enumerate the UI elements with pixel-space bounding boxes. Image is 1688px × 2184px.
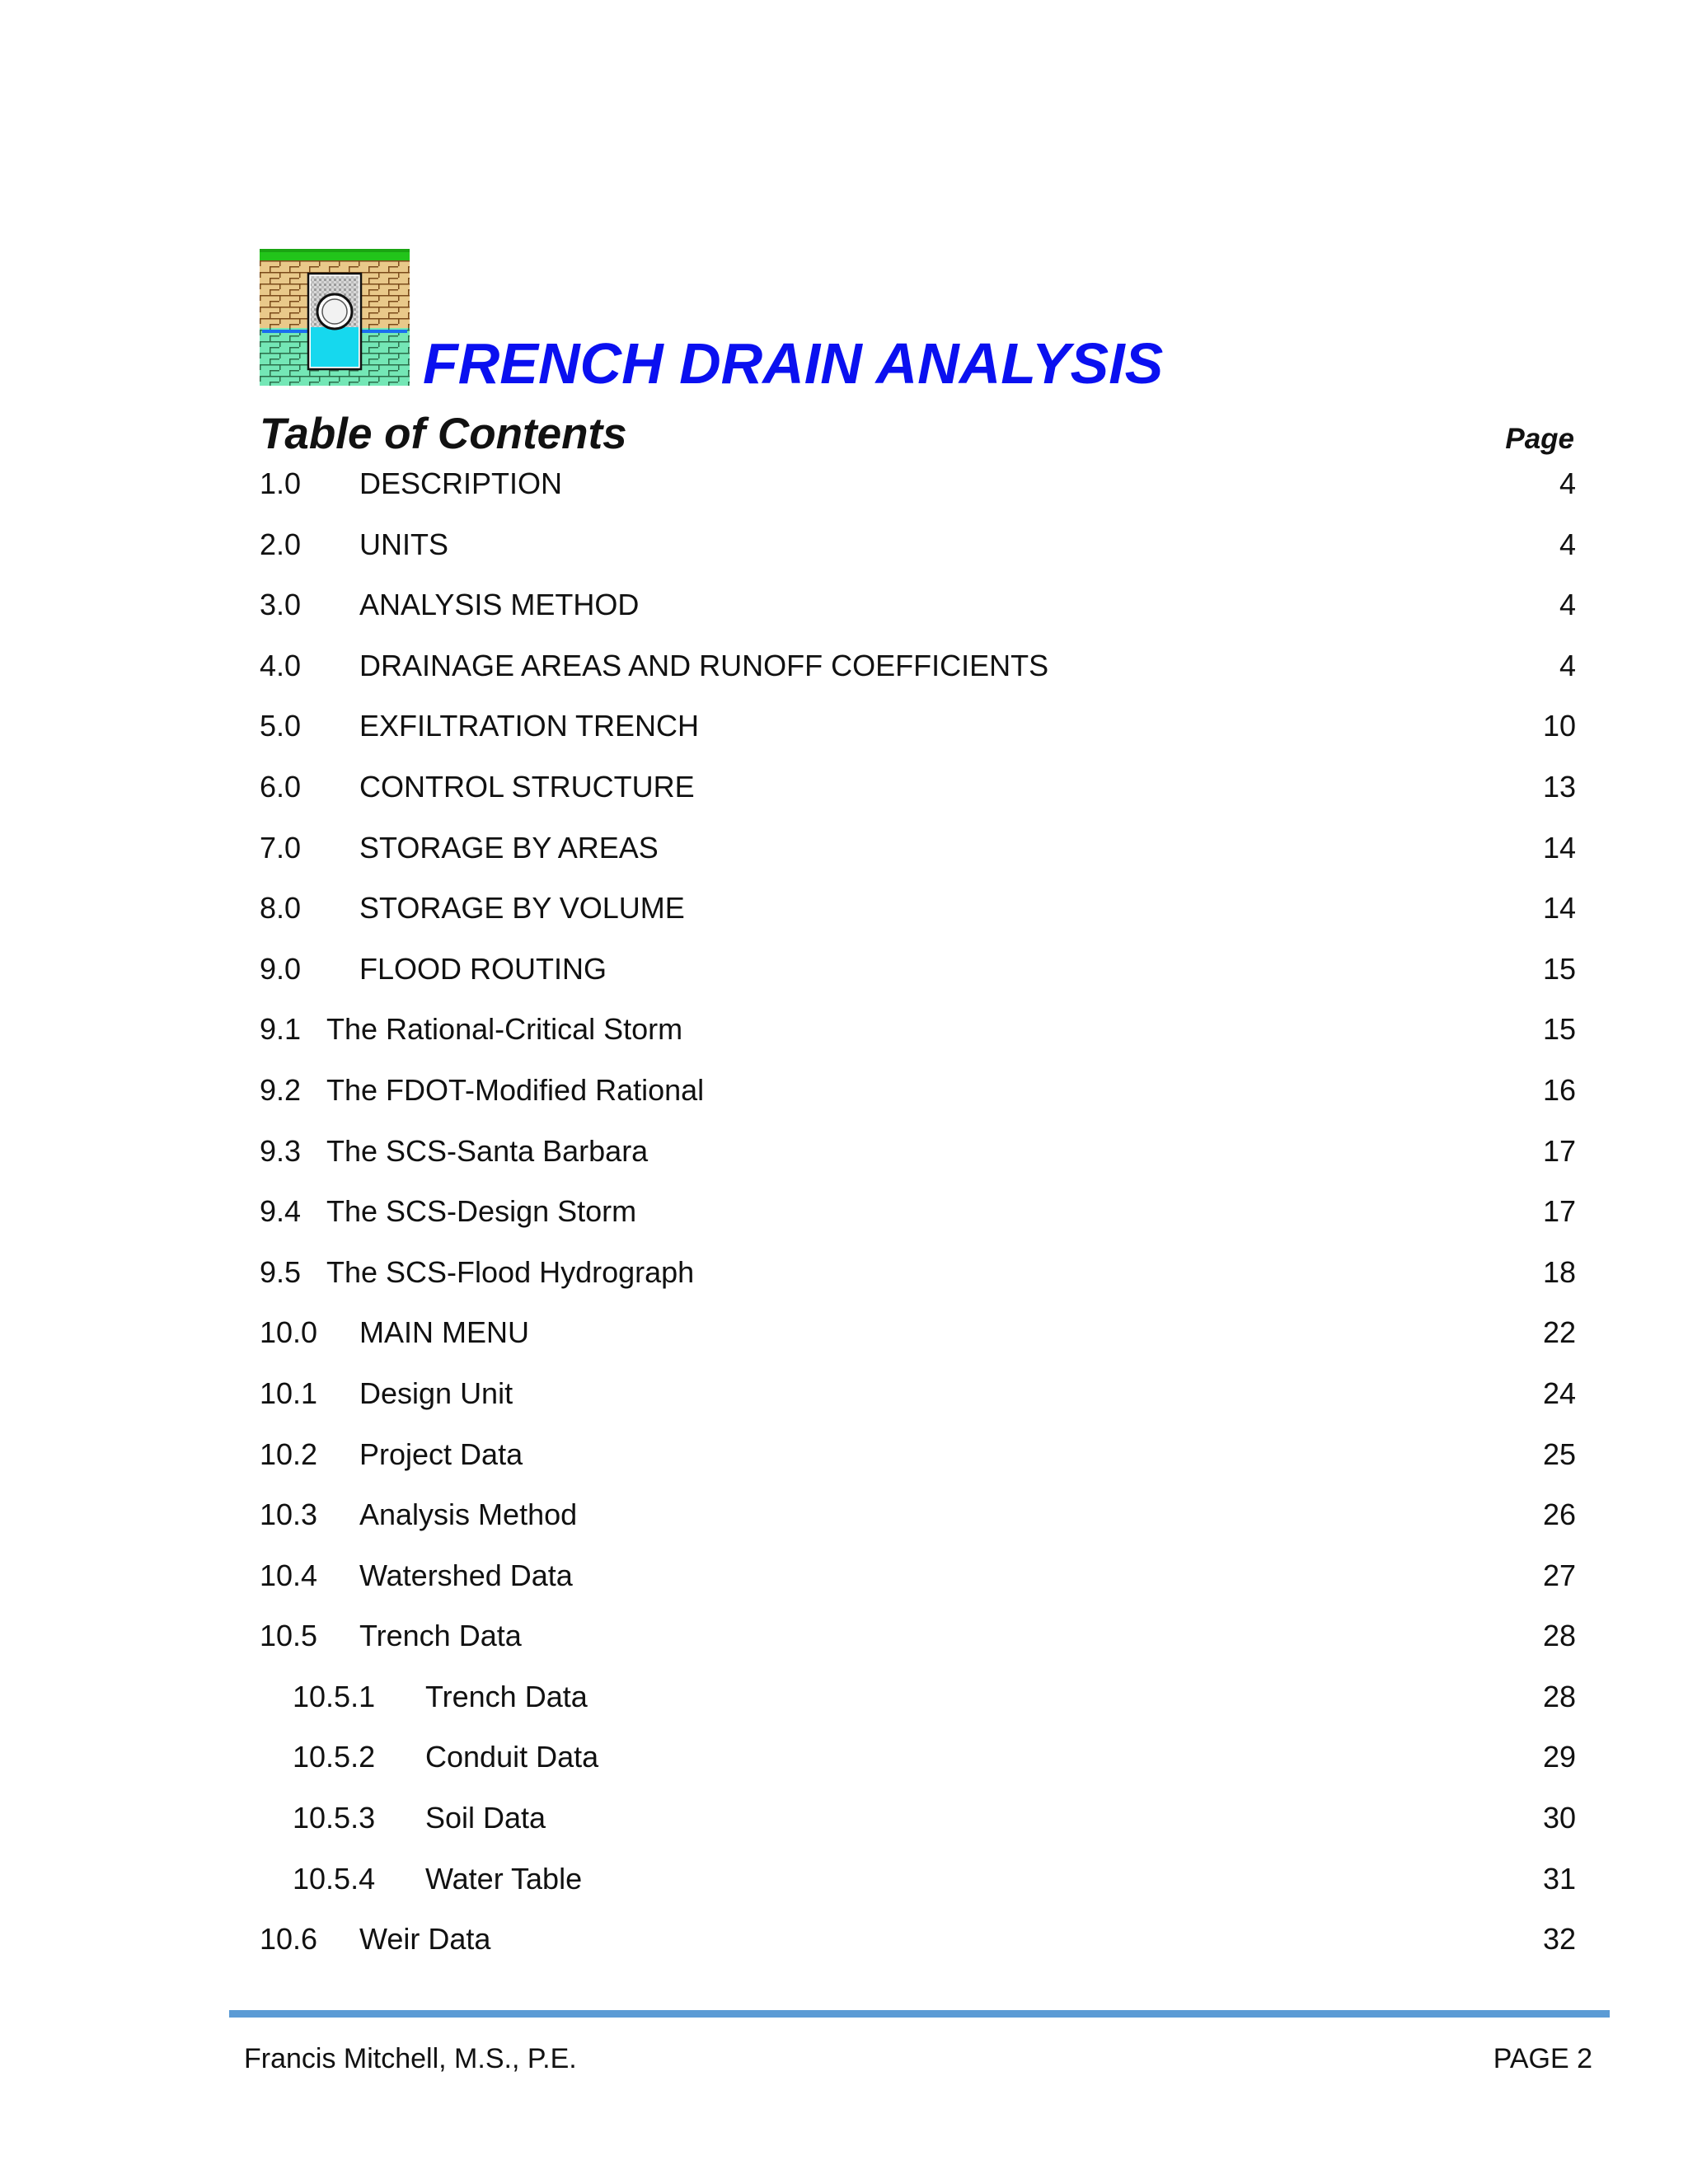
toc-entry-title: The FDOT-Modified Rational [326,1072,705,1107]
toc-entry-title: STORAGE BY AREAS [359,830,659,865]
toc-entry-title: MAIN MENU [359,1315,529,1350]
toc-entry-title: CONTROL STRUCTURE [359,769,695,804]
toc-entry-number: 10.5.4 [293,1861,376,1896]
toc-entry-page: 14 [1542,830,1576,865]
toc-entry-number: 2.0 [260,527,302,561]
footer-divider [229,2010,1610,2018]
toc-entry[interactable] [260,1617,1576,1678]
toc-entry[interactable] [260,647,1576,708]
toc-list [260,465,1576,1981]
toc-entry-page: 16 [1542,1072,1576,1107]
toc-entry-page: 14 [1542,891,1576,926]
toc-entry-page: 29 [1542,1740,1576,1774]
toc-entry-page: 24 [1542,1376,1576,1410]
toc-entry-number: 10.5.2 [293,1740,376,1774]
page-column-label: Page [1505,423,1574,455]
toc-entry-page: 32 [1542,1922,1576,1957]
toc-entry-page: 4 [1559,466,1576,500]
toc-entry-title: The SCS-Design Storm [326,1194,637,1229]
toc-entry-title: The SCS-Flood Hydrograph [326,1254,695,1289]
toc-entry-title: Analysis Method [359,1497,578,1532]
toc-entry-page: 28 [1542,1619,1576,1653]
toc-entry[interactable] [260,950,1576,1011]
toc-entry[interactable] [260,829,1576,890]
toc-entry-page: 15 [1542,951,1576,986]
toc-entry-number: 9.5 [260,1254,302,1289]
toc-entry[interactable] [260,1860,1576,1921]
toc-heading: Table of Contents [260,410,627,458]
toc-entry-page: 10 [1542,709,1576,743]
toc-entry[interactable] [260,1738,1576,1799]
toc-entry-page: 18 [1542,1254,1576,1289]
toc-entry[interactable] [260,1678,1576,1739]
toc-entry-title: Trench Data [425,1679,588,1713]
toc-entry-title: DESCRIPTION [359,466,563,500]
toc-entry[interactable] [260,889,1576,950]
toc-entry[interactable] [260,1314,1576,1375]
toc-entry-number: 10.3 [260,1497,318,1532]
toc-entry-page: 15 [1542,1012,1576,1047]
toc-entry-page: 17 [1542,1133,1576,1168]
toc-entry-number: 3.0 [260,588,302,622]
toc-entry-title: ANALYSIS METHOD [359,588,640,622]
toc-entry-number: 10.4 [260,1558,318,1592]
toc-entry-page: 28 [1542,1679,1576,1713]
toc-entry[interactable] [260,1799,1576,1860]
footer-page-number: PAGE 2 [1493,2043,1592,2074]
toc-entry-page: 22 [1542,1315,1576,1350]
toc-entry[interactable] [260,1010,1576,1071]
toc-entry-number: 9.4 [260,1194,302,1229]
toc-entry-title: STORAGE BY VOLUME [359,891,685,926]
toc-entry-page: 17 [1542,1194,1576,1229]
toc-entry-page: 26 [1542,1497,1576,1532]
toc-entry-title: Watershed Data [359,1558,573,1592]
toc-entry[interactable] [260,1557,1576,1618]
toc-entry-page: 30 [1542,1801,1576,1835]
toc-entry[interactable] [260,707,1576,768]
toc-entry-title: Water Table [425,1861,583,1896]
toc-entry[interactable] [260,1436,1576,1497]
toc-entry[interactable] [260,526,1576,587]
toc-entry-number: 7.0 [260,830,302,865]
toc-entry-title: Conduit Data [425,1740,599,1774]
toc-entry-number: 10.5 [260,1619,318,1653]
toc-entry[interactable] [260,1132,1576,1193]
toc-entry-title: DRAINAGE AREAS AND RUNOFF COEFFICIENTS [359,648,1049,682]
toc-entry[interactable] [260,586,1576,647]
toc-entry-title: UNITS [359,527,448,561]
toc-entry[interactable] [260,768,1576,829]
toc-entry-page: 31 [1542,1861,1576,1896]
toc-entry[interactable] [260,1375,1576,1436]
toc-entry-number: 1.0 [260,466,302,500]
toc-entry-number: 6.0 [260,769,302,804]
document-title: FRENCH DRAIN ANALYSIS [423,331,1164,396]
toc-entry[interactable] [260,1071,1576,1132]
toc-entry-page: 4 [1559,527,1576,561]
toc-entry-number: 8.0 [260,891,302,926]
toc-entry-number: 9.0 [260,951,302,986]
toc-entry-number: 5.0 [260,709,302,743]
toc-entry-page: 25 [1542,1436,1576,1471]
toc-entry-title: The SCS-Santa Barbara [326,1133,649,1168]
toc-entry-number: 9.1 [260,1012,302,1047]
toc-entry-page: 27 [1542,1558,1576,1592]
toc-entry-page: 4 [1559,588,1576,622]
toc-entry-number: 10.5.3 [293,1801,376,1835]
toc-entry-page: 13 [1542,769,1576,804]
toc-entry-title: Soil Data [425,1801,546,1835]
toc-entry-title: Design Unit [359,1376,513,1410]
toc-entry-title: Project Data [359,1436,523,1471]
toc-entry-number: 4.0 [260,648,302,682]
toc-entry-number: 10.0 [260,1315,318,1350]
toc-entry-number: 9.2 [260,1072,302,1107]
toc-entry[interactable] [260,465,1576,526]
toc-entry-number: 10.6 [260,1922,318,1957]
toc-entry[interactable] [260,1193,1576,1254]
toc-entry[interactable] [260,1254,1576,1315]
toc-entry-number: 9.3 [260,1133,302,1168]
toc-entry-title: The Rational-Critical Storm [326,1012,683,1047]
toc-entry[interactable] [260,1496,1576,1557]
toc-entry-number: 10.1 [260,1376,318,1410]
toc-entry-title: Trench Data [359,1619,522,1653]
toc-entry-title: FLOOD ROUTING [359,951,607,986]
toc-entry-title: EXFILTRATION TRENCH [359,709,700,743]
footer-author: Francis Mitchell, M.S., P.E. [244,2043,577,2074]
toc-entry[interactable] [260,1920,1576,1981]
toc-entry-number: 10.2 [260,1436,318,1471]
toc-entry-page: 4 [1559,648,1576,682]
toc-entry-number: 10.5.1 [293,1679,376,1713]
toc-entry-title: Weir Data [359,1922,491,1957]
french-drain-trench-icon [260,249,410,386]
